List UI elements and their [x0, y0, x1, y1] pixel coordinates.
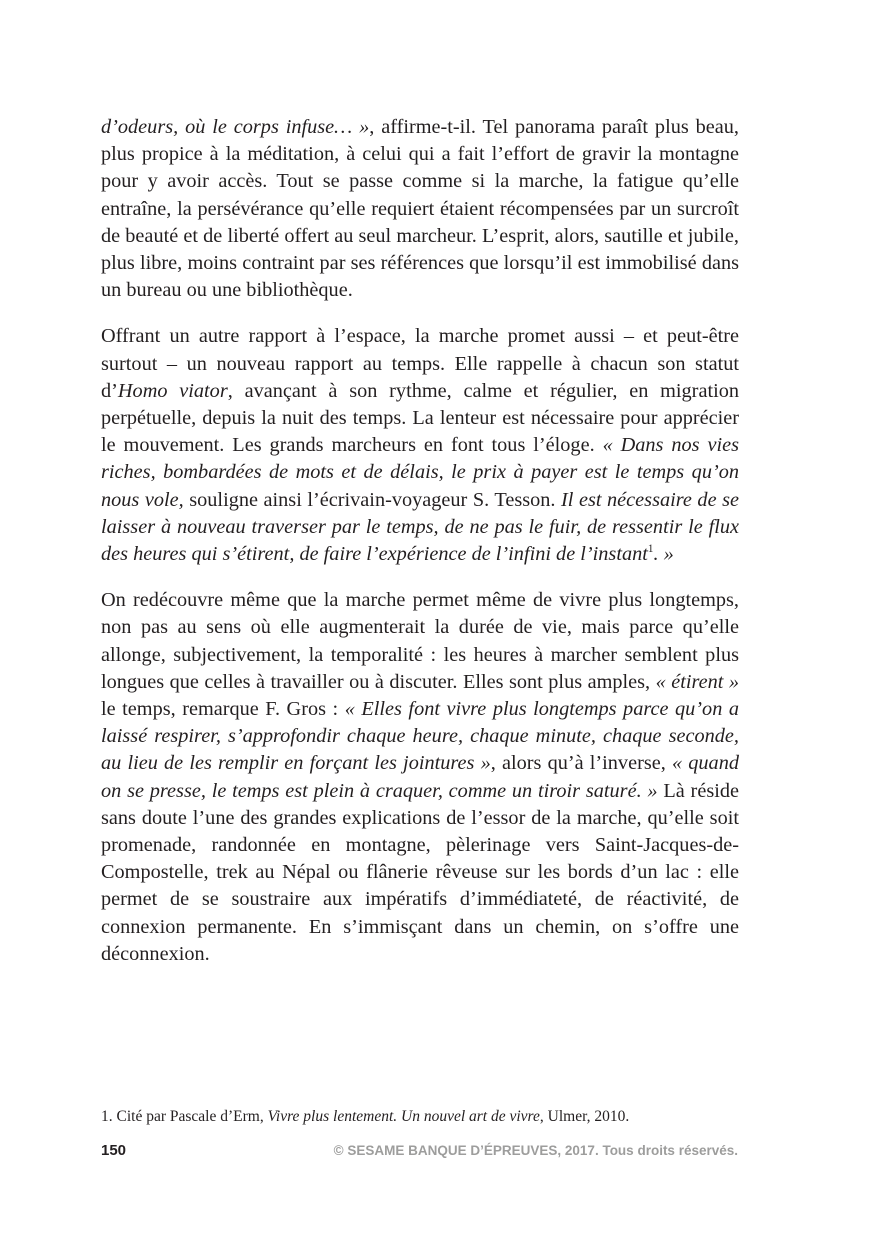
quote-italic: « quand on se presse, le temps est plein à craquer, comme un tiroir saturé. » [101, 752, 739, 802]
text-run: , affirme-t-il. Tel panorama paraît plus beau, plus propice à la méditation, à celui qui a fait l’effort de gravir la montagne pour y avoir accès. Tout se passe comme si la marche, la fatigue qu’elle entraîne, la persévérance qu’elle requiert étaient récompensées par un surcroît de beauté et de liberté offert au seul marcheur. L’esprit, alors, sautille et jubile, plus libre, moins contraint par ses références que lorsqu’il est immobilisé dans un bureau ou une bibliothèque. [101, 116, 739, 302]
page-number: 150 [101, 1142, 127, 1159]
footnote-reference: 1 [647, 543, 654, 556]
text-run: Là réside sans doute l’une des grandes explications de l’essor de la marche, qu’elle soit promenade, randonnée en montagne, pèlerinage vers Saint-Jacques-de-Compostelle, trek au Népal ou flânerie rêveuse sur les bords d’un lac : elle permet de se soustraire aux impératifs d’immédiateté, de réactivité, de connexion permanente. En s’immisçant dans un chemin, on s’offre une déconnexion. [101, 779, 739, 965]
text-run: souligne ainsi l’écrivain-voyageur S. Tesson. [183, 488, 562, 511]
text-run: le temps, remarque F. Gros : [101, 698, 345, 721]
quote-italic: « Dans nos vies riches, bombardées de mots et de délais, le prix à payer est le temps qu’on nous vole, [101, 434, 739, 511]
term-italic: Homo viator [117, 379, 228, 402]
paragraph-1 [101, 114, 739, 304]
text-run: Offrant un autre rapport à l’espace, la marche promet aussi – et peut-être surtout – un nouveau rapport au temps. Elle rappelle à chacun son statut d’ [101, 325, 739, 402]
footnote-publisher: , Ulmer, 2010. [539, 1108, 630, 1125]
quote-italic: . » [653, 543, 674, 566]
paragraph-3 [101, 587, 739, 968]
text-run: On redécouvre même que la marche permet même de vivre plus longtemps, non pas au sens où elle augmenterait la durée de vie, mais parce qu’elle allonge, subjectivement, la temporalité : les heures à marcher semblent plus longues que celles à travailler ou à discuter. Elles sont plus amples, [101, 589, 739, 693]
footnote [101, 1107, 739, 1127]
quote-italic: « Elles font vivre plus longtemps parce qu’on a laissé respirer, s’approfondir chaque heure, chaque minute, chaque seconde, au lieu de les remplir en forçant les jointures » [101, 698, 739, 775]
footnote-author: Cité par Pascale d’Erm, [112, 1108, 268, 1125]
copyright-notice: © SESAME BANQUE D’ÉPREUVES, 2017. Tous droits réservés. [333, 1143, 738, 1158]
text-run: , alors qu’à l’inverse, [490, 752, 672, 775]
footnote-title: Vivre plus lentement. Un nouvel art de vivre [267, 1108, 540, 1125]
quote-italic: « étirent » [655, 670, 739, 693]
text-run: , avançant à son rythme, calme et régulier, en migration perpétuelle, depuis la nuit des temps. La lenteur est nécessaire pour apprécier le mouvement. Les grands marcheurs en font tous l’éloge. [101, 379, 739, 457]
body-text [101, 114, 739, 987]
quote-italic: d’odeurs, où le corps infuse… » [101, 116, 370, 138]
paragraph-2 [101, 323, 739, 568]
quote-italic: Il est nécessaire de se laisser à nouveau traverser par le temps, de ne pas le fuir, de ressentir le flux des heures qui s’étirent, de faire l’expérience de l’infini de l’instant [101, 488, 740, 566]
footnote-number: 1. [101, 1108, 113, 1125]
